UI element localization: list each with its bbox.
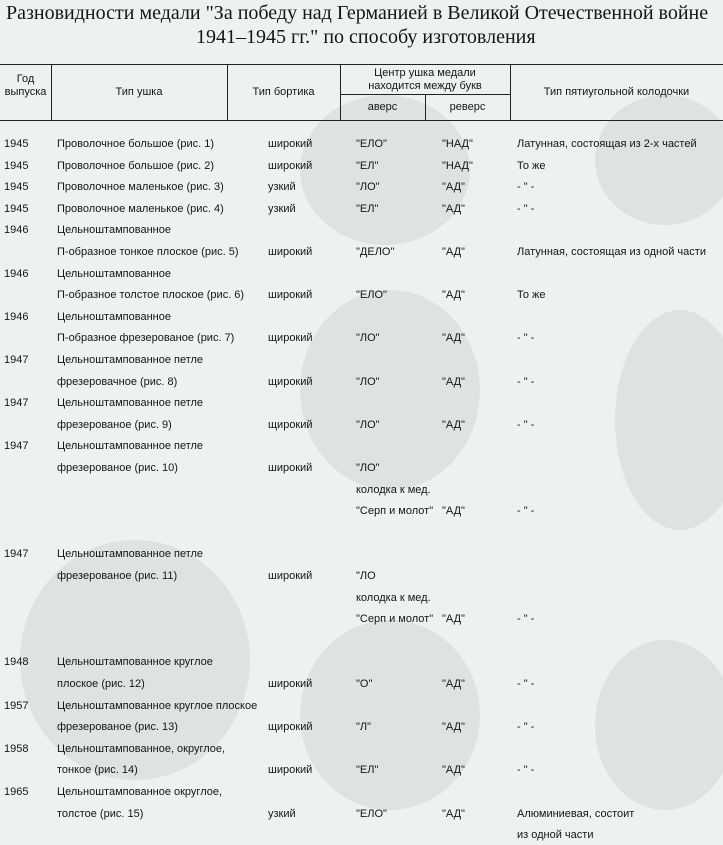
table-row xyxy=(0,739,723,759)
table-cell-reverse: "АД" xyxy=(442,613,465,626)
table-cell-year: 1957 xyxy=(4,699,29,712)
table-cell-averse: "ЕЛ" xyxy=(356,764,379,777)
table-row xyxy=(0,264,723,284)
table-cell-rim: щирокий xyxy=(268,418,313,431)
table-row xyxy=(0,134,723,154)
table-cell-averse: "Серп и молот" xyxy=(356,613,434,626)
table-row xyxy=(0,501,723,521)
table-row xyxy=(0,350,723,370)
table-row xyxy=(0,242,723,262)
table-row xyxy=(0,199,723,219)
table-cell-year: 1947 xyxy=(4,397,29,410)
title-line-2: 1941–1945 гг." по способу изготовления xyxy=(196,26,536,48)
table-row xyxy=(0,588,723,608)
table-cell-block: То же xyxy=(517,159,546,172)
table-cell-reverse: "АД" xyxy=(442,678,465,690)
header-block-type: Тип пятиугольной колодочки xyxy=(543,86,690,98)
table-cell-ear-type: Цельноштампованное xyxy=(57,224,171,237)
table-row xyxy=(0,285,723,305)
table-cell-block: - " - xyxy=(517,418,535,431)
table-cell-ear-type: Проволочное большое (рис. 2) xyxy=(57,159,215,172)
table-cell-reverse: "НАД" xyxy=(442,159,473,172)
table-cell-block: Латунная, состоящая из одной части xyxy=(517,246,706,258)
header-year: Год выпуска xyxy=(4,73,47,98)
table-row xyxy=(0,523,723,543)
table-cell-averse: "ЕЛ" xyxy=(356,202,379,215)
table-cell-reverse: "АД" xyxy=(442,289,465,302)
table-cell-year: 1945 xyxy=(4,202,29,215)
table-cell-reverse: "АД" xyxy=(442,246,465,258)
table-cell-block: - " - xyxy=(517,332,535,345)
table-cell-averse: "Серп и молот" xyxy=(356,505,434,518)
table-cell-ear-type: П-образное фрезерованое (рис. 7) xyxy=(57,332,235,345)
table-cell-block: - " - xyxy=(517,181,535,194)
table-cell-rim: широкий xyxy=(268,159,313,172)
table-cell-block: из одной части xyxy=(517,829,594,842)
table-cell-year: 1947 xyxy=(4,440,29,453)
table-cell-ear-type: Цельноштампованное петле xyxy=(57,354,204,366)
table-row xyxy=(0,156,723,176)
header-reverse: реверс xyxy=(449,101,486,113)
table-cell-block: Латунная, состоящая из 2-х частей xyxy=(517,138,697,150)
table-cell-year: 1946 xyxy=(4,267,29,280)
table-row xyxy=(0,652,723,672)
table-row xyxy=(0,609,723,629)
table-cell-rim: щирокий xyxy=(268,332,313,345)
table-cell-block: - " - xyxy=(517,721,535,734)
table-cell-ear-type: фрезерованое (рис. 11) xyxy=(57,570,178,582)
table-cell-ear-type: Цельноштампованное петле xyxy=(57,397,204,410)
table-row xyxy=(0,393,723,413)
table-cell-ear-type: фрезерованое (рис. 9) xyxy=(57,418,172,431)
table-cell-rim: широкий xyxy=(268,289,313,302)
table-row xyxy=(0,782,723,802)
table-cell-averse: "ЛО xyxy=(356,570,376,582)
table-row xyxy=(0,566,723,586)
table-row xyxy=(0,717,723,737)
table-cell-block: То же xyxy=(517,289,546,302)
table-row xyxy=(0,328,723,348)
table-cell-rim: щирокий xyxy=(268,721,313,734)
table-cell-averse: "ЕЛ" xyxy=(356,159,379,172)
table-cell-ear-type: толстое (рис. 15) xyxy=(57,807,144,820)
table-cell-reverse: "АД" xyxy=(442,181,465,194)
table-row xyxy=(0,696,723,716)
table-row xyxy=(0,177,723,197)
table-cell-rim: широкий xyxy=(268,246,313,258)
table-cell-reverse: "АД" xyxy=(442,721,465,734)
table-cell-ear-type: фрезеровачное (рис. 8) xyxy=(57,375,178,388)
table-cell-year: 1945 xyxy=(4,159,29,172)
header-averse: аверс xyxy=(367,101,398,113)
table-cell-averse: "ЛО" xyxy=(356,375,380,388)
table-cell-block: - " - xyxy=(517,764,535,777)
table-row xyxy=(0,307,723,327)
table-cell-ear-type: Проволочное маленькое (рис. 3) xyxy=(57,181,224,194)
table-cell-block: - " - xyxy=(517,202,535,215)
table-cell-reverse: "АД" xyxy=(442,807,465,820)
header-bottom-border xyxy=(0,120,723,121)
table-cell-averse: "ДЕЛО" xyxy=(356,246,395,258)
table-cell-averse: "ЕЛО" xyxy=(356,138,387,150)
table-cell-rim: широкий xyxy=(268,462,313,474)
table-cell-averse: "О" xyxy=(356,678,373,690)
table-cell-year: 1947 xyxy=(4,548,29,561)
table-cell-year: 1958 xyxy=(4,742,29,755)
table-cell-year: 1965 xyxy=(4,786,29,798)
table-cell-ear-type: фрезерованое (рис. 13) xyxy=(57,721,178,734)
table-cell-year: 1946 xyxy=(4,310,29,323)
header-rim-type: Тип бортика xyxy=(252,86,315,98)
table-cell-averse: "ЛО" xyxy=(356,462,380,474)
table-cell-ear-type: фрезерованое (рис. 10) xyxy=(57,462,178,474)
table-cell-ear-type: плоское (рис. 12) xyxy=(57,678,145,690)
table-row xyxy=(0,825,723,845)
table-cell-ear-type: Проволочное маленькое (рис. 4) xyxy=(57,202,224,215)
table-cell-rim: узкий xyxy=(268,807,296,820)
table-row xyxy=(0,480,723,500)
header-center: Центр ушка медали находится между букв xyxy=(368,67,482,92)
table-cell-ear-type: Цельноштампованное, округлое, xyxy=(57,742,226,755)
table-cell-reverse: "АД" xyxy=(442,375,465,388)
header-ear-type: Тип ушка xyxy=(115,86,163,98)
table-cell-rim: щирокий xyxy=(268,375,313,388)
table-cell-year: 1947 xyxy=(4,354,29,366)
table-cell-averse: "Л" xyxy=(356,721,372,734)
table-cell-rim: широкий xyxy=(268,678,313,690)
table-cell-block: - " - xyxy=(517,678,535,690)
table-cell-ear-type: Цельноштампованное петле xyxy=(57,548,204,561)
table-cell-year: 1945 xyxy=(4,181,29,194)
table-cell-reverse: "НАД" xyxy=(442,138,473,150)
table-cell-ear-type: Цельноштампованное круглое плоское xyxy=(57,699,258,712)
title-line-1: Разновидности медали "За победу над Германией в Великой Отечественной войне xyxy=(6,2,709,24)
table-row xyxy=(0,415,723,435)
table-cell-averse: "ЕЛО" xyxy=(356,807,387,820)
table-cell-rim: узкий xyxy=(268,202,296,215)
table-cell-ear-type: Проволочное большое (рис. 1) xyxy=(57,138,215,150)
table-cell-year: 1945 xyxy=(4,138,29,150)
table-cell-averse: "ЛО" xyxy=(356,332,380,345)
table-cell-reverse: "АД" xyxy=(442,418,465,431)
table-cell-rim: узкий xyxy=(268,181,296,194)
table-cell-reverse: "АД" xyxy=(442,764,465,777)
table-cell-block: - " - xyxy=(517,505,535,518)
table-row xyxy=(0,436,723,456)
table-cell-ear-type: Цельноштампованное петле xyxy=(57,440,204,453)
table-cell-year: 1948 xyxy=(4,656,29,669)
table-cell-averse: "ЛО" xyxy=(356,418,380,431)
table-cell-averse: колодка к мед. xyxy=(356,591,431,604)
table-cell-year: 1946 xyxy=(4,224,29,237)
table-cell-rim: широкий xyxy=(268,138,313,150)
table-cell-ear-type: П-образное толстое плоское (рис. 6) xyxy=(57,289,245,302)
table-cell-block: Алюминиевая, состоит xyxy=(517,807,635,820)
table-cell-averse: "ЕЛО" xyxy=(356,289,387,302)
table-cell-averse: колодка к мед. xyxy=(356,483,431,496)
table-cell-reverse: "АД" xyxy=(442,505,465,518)
table-row xyxy=(0,544,723,564)
table-row xyxy=(0,804,723,824)
table-top-border xyxy=(0,64,723,65)
table-cell-rim: широкий xyxy=(268,764,313,777)
table-cell-rim: широкий xyxy=(268,570,313,582)
table-cell-ear-type: П-образное тонкое плоское (рис. 5) xyxy=(57,246,239,258)
table-cell-ear-type: Цельноштампованное круглое xyxy=(57,656,213,669)
table-cell-ear-type: Цельноштампованное округлое, xyxy=(57,786,223,798)
table-row xyxy=(0,220,723,240)
table-row xyxy=(0,760,723,780)
table-cell-averse: "ЛО" xyxy=(356,181,380,194)
table-cell-reverse: "АД" xyxy=(442,332,465,345)
table-cell-reverse: "АД" xyxy=(442,202,465,215)
table-cell-ear-type: тонкое (рис. 14) xyxy=(57,764,138,777)
table-row xyxy=(0,674,723,694)
table-cell-block: - " - xyxy=(517,375,535,388)
table-row xyxy=(0,631,723,651)
table-row xyxy=(0,372,723,392)
table-cell-ear-type: Цельноштампованное xyxy=(57,310,171,323)
table-cell-ear-type: Цельноштампованное xyxy=(57,267,171,280)
table-row xyxy=(0,458,723,478)
table-cell-block: - " - xyxy=(517,613,535,626)
